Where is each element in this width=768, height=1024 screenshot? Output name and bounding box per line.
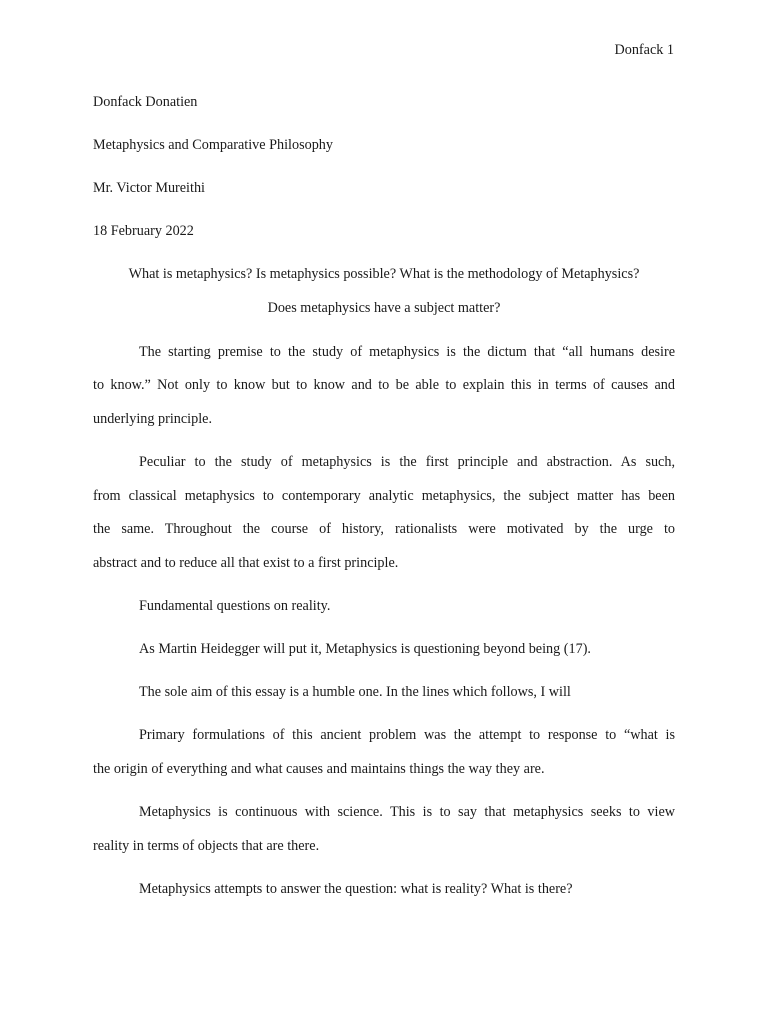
paragraph-2-line-4: abstract and to reduce all that exist to a first principle. (93, 555, 399, 571)
essay-title-line-2: Does metaphysics have a subject matter? (267, 300, 501, 316)
paragraph-3-line-1: Fundamental questions on reality. (139, 598, 331, 614)
paragraph-5-line-1: The sole aim of this essay is a humble one. In the lines which follows, I will (139, 684, 571, 700)
paragraph-1-line-1: The starting premise to the study of metaphysics is the dictum that “all humans desire (139, 344, 675, 360)
paragraph-4-line-1: As Martin Heidegger will put it, Metaphysics is questioning beyond being (17). (139, 641, 591, 657)
paragraph-8-line-1: Metaphysics attempts to answer the question: what is reality? What is there? (139, 881, 573, 897)
paragraph-1-line-3: underlying principle. (93, 411, 212, 427)
paragraph-7-line-1: Metaphysics is continuous with science. This is to say that metaphysics seeks to view (139, 804, 675, 820)
paragraph-2-line-1: Peculiar to the study of metaphysics is the first principle and abstraction. As such, (139, 454, 675, 470)
essay-date: 18 February 2022 (93, 223, 194, 239)
paragraph-6-line-2: the origin of everything and what causes and maintains things the way they are. (93, 761, 545, 777)
author-name: Donfack Donatien (93, 94, 198, 110)
essay-title-line-1: What is metaphysics? Is metaphysics possible? What is the methodology of Metaphysics? (128, 266, 640, 282)
paragraph-2-line-3: the same. Throughout the course of history, rationalists were motivated by the urge to (93, 521, 675, 537)
paragraph-2-line-2: from classical metaphysics to contemporary analytic metaphysics, the subject matter has been (93, 488, 675, 504)
paragraph-6-line-1: Primary formulations of this ancient problem was the attempt to response to “what is (139, 727, 675, 743)
paragraph-1-line-2: to know.” Not only to know but to know and to be able to explain this in terms of causes and (93, 377, 675, 393)
instructor-name: Mr. Victor Mureithi (93, 180, 205, 196)
course-name: Metaphysics and Comparative Philosophy (93, 137, 333, 153)
running-head: Donfack 1 (614, 42, 674, 58)
paragraph-7-line-2: reality in terms of objects that are there. (93, 838, 320, 854)
